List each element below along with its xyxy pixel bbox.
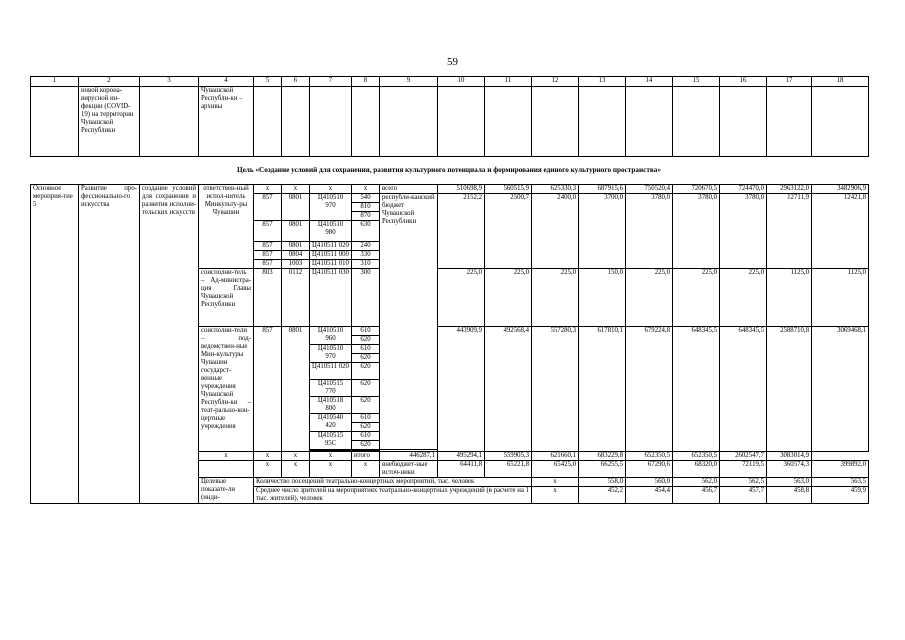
table-cell: Ц410510 960 [310,327,352,345]
table-cell: 720670,5 [673,185,720,194]
table-cell: x [532,487,579,504]
table-cell: Ц410511 020 [310,242,352,251]
table-cell: x [352,461,380,478]
cell-text: создание условий для сохранения и развития исполни-тельских искусств [140,185,199,504]
table-cell: x [254,461,282,478]
table-cell: 510698,9 [438,185,485,194]
table-cell: 225,0 [532,269,579,327]
table-cell: 803 [254,269,282,327]
header-cell: 6 [282,77,310,87]
header-cell: 16 [720,77,767,87]
table-cell: 3780,0 [720,194,767,269]
table-cell: 620 [352,354,380,363]
table-cell: 1125,0 [812,269,869,327]
table-cell: 610 [352,327,380,336]
header-cell: 4 [199,77,254,87]
indicator-label: Среднее число зрителей на мероприятиях театрально-концертных учреждений (в расчете на 1 тыс. жителей), человек [254,487,532,504]
table-cell: Ц410510 970 [310,194,352,221]
table-cell: 495294,1 [438,452,485,461]
cell-text: Основное мероприя-тие 5 [31,185,79,504]
table-cell: 2400,0 [532,194,579,269]
table-cell: 446287,1 [380,452,438,461]
table-cell: 1125,0 [767,269,812,327]
header-cell: 17 [767,77,812,87]
cell-text: Целевые показате-ли (инди- [199,478,254,504]
table-cell: 2152,2 [438,194,485,269]
table-row [31,185,869,194]
header-cell: 18 [812,77,869,87]
table-cell: x [199,452,254,461]
table-cell: 458,8 [767,487,812,504]
table-cell: 3780,0 [626,194,673,269]
table-cell: 66255,5 [579,461,626,478]
table-cell: 454,4 [626,487,673,504]
table-cell: 3069468,1 [812,327,869,452]
table-cell: 12711,9 [767,194,812,269]
table-cell: 610 [352,414,380,423]
table-cell: x [282,185,310,194]
header-cell: 11 [485,77,532,87]
table-cell: 857 [254,251,282,260]
table-cell: x [310,461,352,478]
header-cell: 3 [140,77,199,87]
table-cell: 687915,6 [579,185,626,194]
source-label: всего [380,185,438,194]
header-cell: 8 [352,77,380,87]
table-cell: 857 [254,194,282,221]
table-cell: 610 [352,432,380,441]
table-cell: 620 [352,423,380,432]
table-cell: x [282,461,310,478]
table-cell: x [352,185,380,194]
table-cell: 857 [254,260,282,269]
table-cell: Ц410511 010 [310,260,352,269]
table-cell: 750520,4 [626,185,673,194]
table-cell: 540 [352,194,380,203]
table-cell: Ц410510 970 [310,345,352,363]
table-main [30,184,869,504]
table-cell: 870 [352,212,380,221]
table-cell: 810 [352,203,380,212]
table-cell: Ц410540 420 [310,414,352,432]
table-cell: 2602547,7 [720,452,767,461]
table-cell: 457,7 [720,487,767,504]
table-cell: 617810,1 [579,327,626,452]
table-cell: 2963122,0 [767,185,812,194]
table-cell: 620 [352,441,380,450]
table-cell: 360574,3 [767,461,812,478]
table-cell: 563,0 [767,478,812,487]
table-cell: 150,0 [579,269,626,327]
table-cell: 557280,3 [532,327,579,452]
table-cell: 330 [352,251,380,260]
table-cell: 310 [352,260,380,269]
table-cell: Ц410511 030 [310,269,352,327]
header-cell: 7 [310,77,352,87]
table-cell: x [254,185,282,194]
table-cell: 683229,8 [579,452,626,461]
cell-text: соисполни-тель – Ад-министра-ция Главы Чувашской Республики [199,269,254,327]
table-cell: 1003 [282,260,310,269]
header-cell: 5 [254,77,282,87]
table-cell: 620 [352,380,380,397]
table-cell: 12421,8 [812,194,869,269]
table-cell: 558,0 [579,478,626,487]
table-cell: 3482906,9 [812,185,869,194]
header-cell: 9 [380,77,438,87]
table-cell: 857 [254,221,282,242]
table-cell: 0112 [282,269,310,327]
page-number: 59 [447,56,458,68]
table-cell: 68320,0 [673,461,720,478]
table-cell: 459,9 [812,487,869,504]
table-cell: 3700,0 [579,194,626,269]
table-cell: x [310,452,352,461]
table-cell: x [282,452,310,461]
header-cell: 14 [626,77,673,87]
table-cell: 563,5 [812,478,869,487]
table-cell: x [310,185,352,194]
table-cell: 67290,6 [626,461,673,478]
header-cell: 1 [31,77,79,87]
table-cell: 72119,5 [720,461,767,478]
table-cell: 620 [352,336,380,345]
table-cell: 0804 [282,251,310,260]
table-cell: 560,0 [626,478,673,487]
table-cell: 225,0 [673,269,720,327]
table-cell: 562,0 [673,478,720,487]
table-cell: 65221,8 [485,461,532,478]
table-cell: 64411,8 [438,461,485,478]
table-cell: 857 [254,242,282,251]
cell-text: Развитие про-фессионально-го искусства [79,185,140,504]
source-label: республи-канский бюджет Чувашской Республики [380,194,438,450]
table-cell: 225,0 [485,269,532,327]
table-cell: 0801 [282,221,310,242]
header-cell: 2 [79,77,140,87]
table-cell: 443909,9 [438,327,485,452]
table-continuation [30,76,869,157]
table-cell: 630 [352,221,380,242]
table-cell: Ц410518 800 [310,397,352,414]
table-cell: 625330,3 [532,185,579,194]
table-cell: 300 [352,269,380,327]
table-row [31,87,869,157]
table-cell: 0801 [282,327,310,452]
table-cell: 648345,5 [673,327,720,452]
table-cell: 452,2 [579,487,626,504]
table-cell: x [254,452,282,461]
header-row [31,77,869,87]
table-cell: 225,0 [626,269,673,327]
source-label: внебюджет-ные источ-ники [380,461,438,478]
table-cell: 621660,1 [532,452,579,461]
table-cell: 560515,9 [485,185,532,194]
table-cell: 724470,0 [720,185,767,194]
table-cell: 0801 [282,194,310,221]
header-cell: 15 [673,77,720,87]
table-cell: Ц410511 020 [310,363,352,380]
table-cell: Ц410515 770 [310,380,352,397]
table-cell: Ц410510 980 [310,221,352,242]
header-cell: 12 [532,77,579,87]
table-cell: 652350,5 [626,452,673,461]
table-cell: 610 [352,345,380,354]
table-cell: 562,5 [720,478,767,487]
table-cell: 620 [352,397,380,414]
table-cell: 3780,0 [673,194,720,269]
cell-text: ответствен-ный испол-нитель Минкульту-ры Чувашии [199,185,254,269]
cell-text: Чувашской Республи-ки – архивы [199,87,254,157]
table-cell: 399892,0 [812,461,869,478]
table-cell: 0801 [282,242,310,251]
table-cell: 652350,5 [673,452,720,461]
goal-heading: Цель «Создание условий для сохранения, развития культурного потенциала и формирования единого культурного пространства» [237,166,661,174]
table-cell: 679224,8 [626,327,673,452]
cell-text: соисполни-тели – под-ведомствен-ные Мин-культуры Чувашии государст-венные учреждения Чувашской Республи-ки – теат-рально-кон-цертные учреждения [199,327,254,452]
table-cell: 492568,4 [485,327,532,452]
table-cell: 3083014,9 [767,452,812,461]
table-cell: 240 [352,242,380,251]
table-cell: x [532,478,579,487]
table-cell: Ц410515 95С [310,432,352,450]
source-label: итого [352,452,380,461]
table-cell: 225,0 [720,269,767,327]
table-cell: Ц410511 000 [310,251,352,260]
table-cell: 559905,3 [485,452,532,461]
table-cell: 2588710,8 [767,327,812,452]
cell-text: новой корона-вирусной ин-фекции (COVID-19) на территории Чувашской Республики [79,87,140,157]
table-cell: 225,0 [438,269,485,327]
table-cell: 65425,0 [532,461,579,478]
table-cell: 456,7 [673,487,720,504]
table-cell: 648345,5 [720,327,767,452]
table-cell: 857 [254,327,282,452]
header-cell: 10 [438,77,485,87]
indicator-label: Количество посещений театрально-концертных мероприятий, тыс. человек [254,478,532,487]
table-cell: 620 [352,363,380,380]
table-cell: 2500,7 [485,194,532,269]
header-cell: 13 [579,77,626,87]
